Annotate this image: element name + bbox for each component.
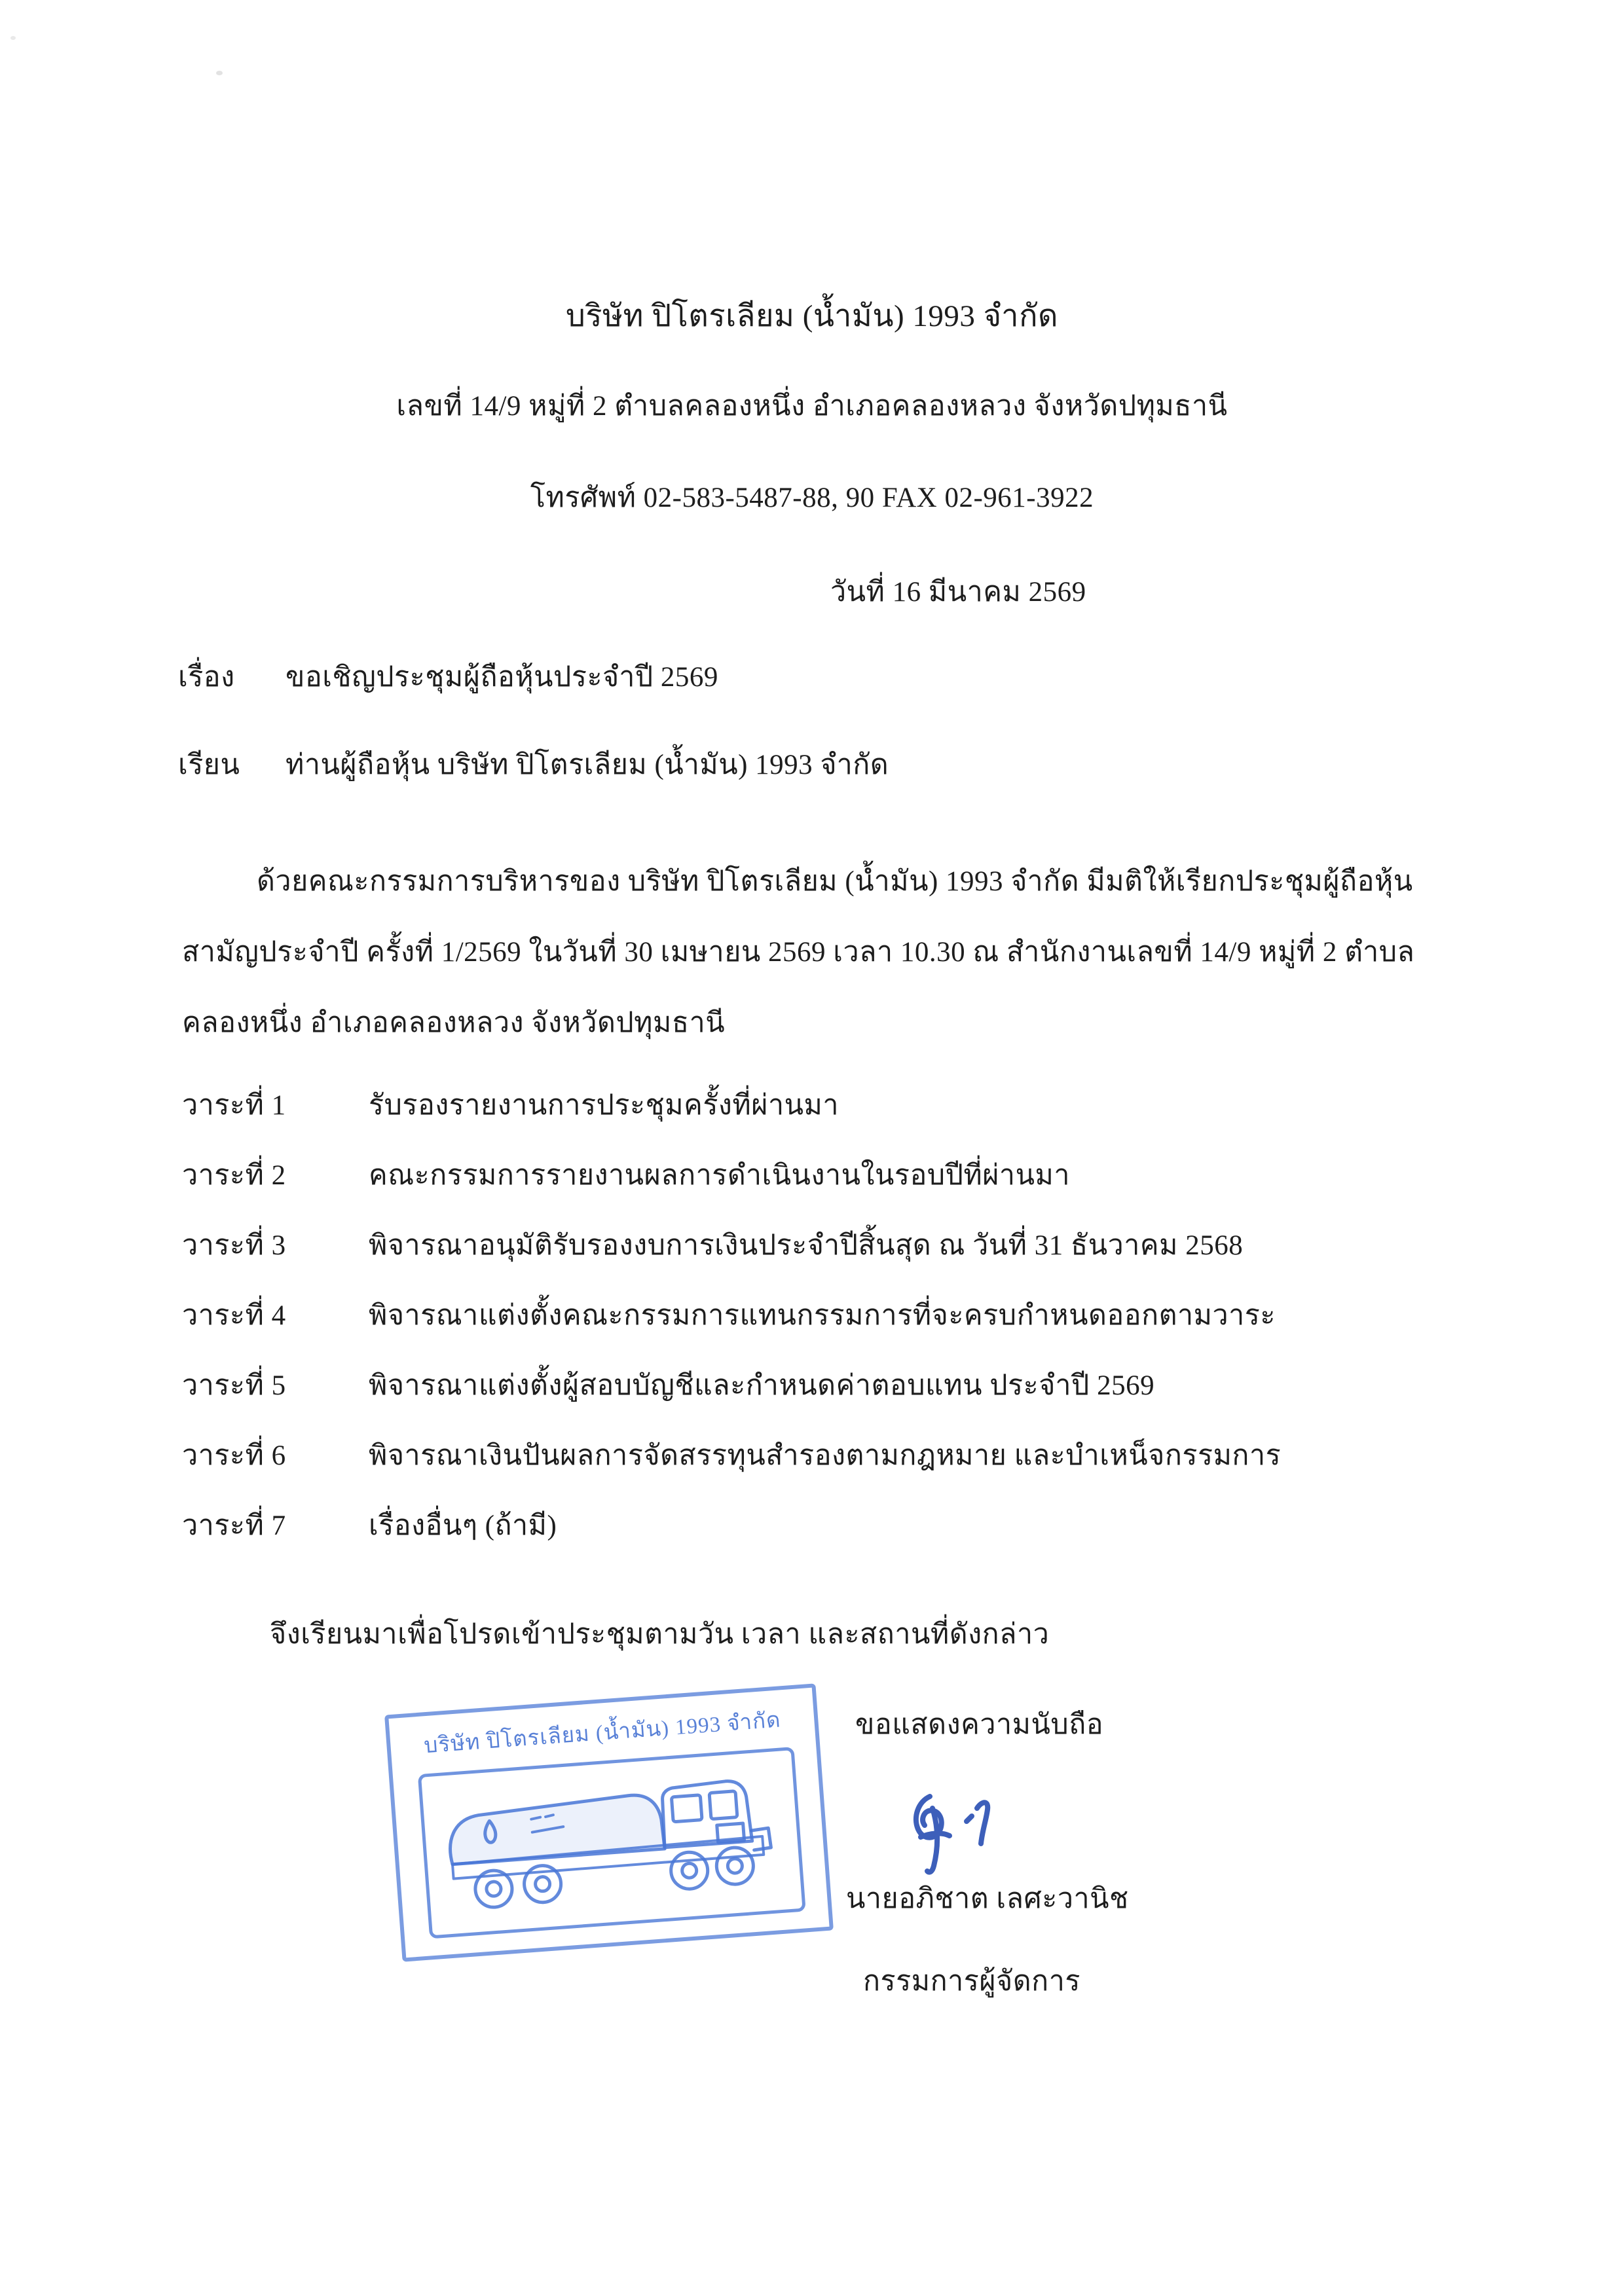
agenda-item-label: วาระที่ 4	[182, 1300, 286, 1331]
respect-closing: ขอแสดงความนับถือ	[855, 1709, 1104, 1740]
signer-title: กรรมการผู้จัดการ	[863, 1966, 1080, 1997]
body-paragraph-line: สามัญประจำปี ครั้งที่ 1/2569 ในวันที่ 30 เมษายน 2569 เวลา 10.30 ณ สำนักงานเลขที่ 14/9 หมู่ที่ 2 ตำบล	[182, 937, 1415, 968]
agenda-item-label: วาระที่ 6	[182, 1440, 286, 1471]
to-label: เรียน	[178, 750, 240, 780]
agenda-list	[182, 1087, 1281, 1577]
company-address: เลขที่ 14/9 หมู่ที่ 2 ตำบลคลองหนึ่ง อำเภอคลองหลวง จังหวัดปทุมธานี	[396, 391, 1228, 422]
company-phone-fax: โทรศัพท์ 02-583-5487-88, 90 FAX 02-961-3922	[530, 483, 1094, 513]
to-row	[178, 746, 889, 784]
letter-date: วันที่ 16 มีนาคม 2569	[830, 577, 1086, 608]
signer-name: นายอภิชาต เลศะวานิช	[846, 1884, 1129, 1914]
agenda-item	[182, 1157, 1281, 1227]
agenda-item-text: พิจารณาแต่งตั้งคณะกรรมการแทนกรรมการที่จะครบกำหนดออกตามวาระ	[369, 1300, 1276, 1331]
stamp-company-text: บริษัท ปิโตรเลียม (น้ำมัน) 1993 จำกัด	[423, 1708, 782, 1758]
subject-text: ขอเชิญประชุมผู้ถือหุ้นประจำปี 2569	[286, 662, 718, 693]
handwritten-signature	[898, 1782, 1029, 1887]
agenda-item	[182, 1367, 1281, 1437]
subject-label: เรื่อง	[178, 662, 235, 693]
agenda-item-text: พิจารณาแต่งตั้งผู้สอบบัญชีและกำหนดค่าตอบแทน ประจำปี 2569	[369, 1370, 1155, 1401]
agenda-item-label: วาระที่ 3	[182, 1230, 286, 1261]
agenda-item-text: เรื่องอื่นๆ (ถ้ามี)	[369, 1510, 557, 1541]
body-paragraph-line: คลองหนึ่ง อำเภอคลองหลวง จังหวัดปทุมธานี	[182, 1008, 726, 1038]
agenda-item	[182, 1507, 1281, 1577]
scanner-speck	[216, 71, 223, 75]
agenda-item-text: พิจารณาอนุมัติรับรองงบการเงินประจำปีสิ้นสุด ณ วันที่ 31 ธันวาคม 2568	[369, 1230, 1244, 1261]
agenda-item-label: วาระที่ 7	[182, 1510, 286, 1541]
subject-row	[178, 659, 718, 697]
closing-line: จึงเรียนมาเพื่อโปรดเข้าประชุมตามวัน เวลา และสถานที่ดังกล่าว	[270, 1619, 1050, 1650]
scanner-speck	[10, 36, 16, 40]
agenda-item	[182, 1297, 1281, 1367]
agenda-item-text: พิจารณาเงินปันผลการจัดสรรทุนสำรองตามกฎหมาย และบำเหน็จกรรมการ	[369, 1440, 1282, 1471]
agenda-item-label: วาระที่ 5	[182, 1370, 286, 1401]
company-rubber-stamp	[384, 1683, 834, 1961]
agenda-item	[182, 1227, 1281, 1297]
agenda-item	[182, 1087, 1281, 1157]
agenda-item-text: คณะกรรมการรายงานผลการดำเนินงานในรอบปีที่ผ่านมา	[369, 1160, 1070, 1191]
agenda-item-label: วาระที่ 2	[182, 1160, 286, 1191]
stamp-inner-frame	[418, 1747, 806, 1939]
to-text: ท่านผู้ถือหุ้น บริษัท ปิโตรเลียม (น้ำมัน) 1993 จำกัด	[286, 750, 889, 780]
company-name-header: บริษัท ปิโตรเลียม (น้ำมัน) 1993 จำกัด	[565, 299, 1059, 333]
tanker-truck-icon	[430, 1755, 794, 1931]
agenda-item-text: รับรองรายงานการประชุมครั้งที่ผ่านมา	[369, 1090, 839, 1121]
agenda-item	[182, 1437, 1281, 1507]
agenda-item-label: วาระที่ 1	[182, 1090, 286, 1121]
body-paragraph-line: ด้วยคณะกรรมการบริหารของ บริษัท ปิโตรเลียม (น้ำมัน) 1993 จำกัด มีมติให้เรียกประชุมผู้ถือหุ้น	[257, 866, 1413, 897]
